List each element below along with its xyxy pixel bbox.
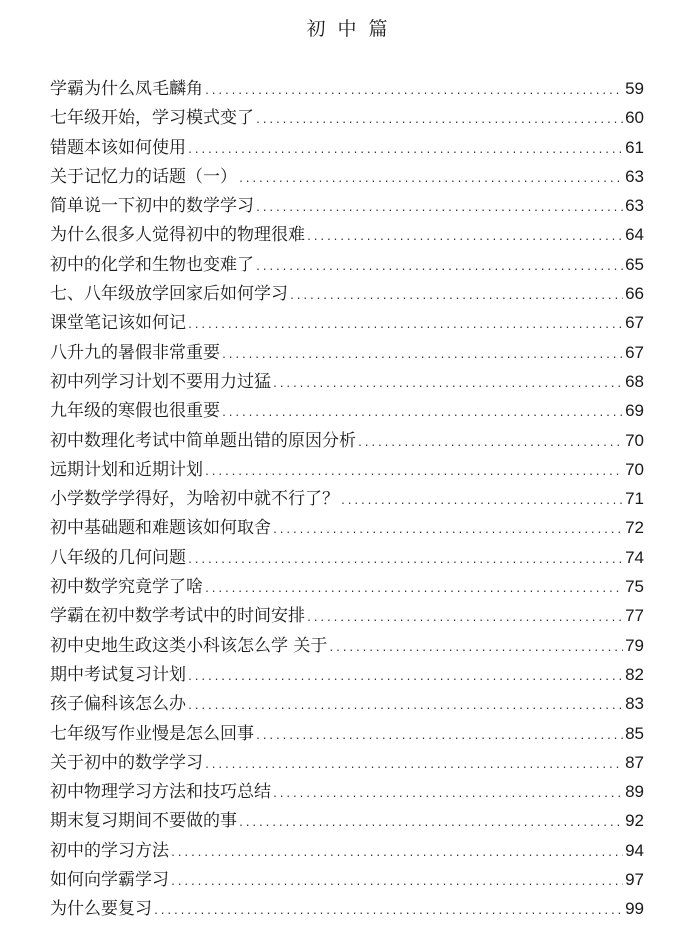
toc-entry [50,543,644,572]
toc-entry-title: 九年级的寒假也很重要 [50,401,220,422]
toc-dot-leader [272,780,623,809]
toc-entry-page-number: 83 [625,694,644,714]
toc-entry-page-number: 97 [625,870,644,890]
toc-entry [50,308,644,337]
toc-entry-page-number: 79 [625,635,644,655]
toc-entry-page-number: 92 [625,811,644,831]
toc-entry [50,103,644,132]
toc-entry-page-number: 61 [625,137,644,157]
toc-entry [50,426,644,455]
toc-entry-page-number: 75 [625,577,644,597]
toc-entry [50,74,644,103]
toc-entry [50,367,644,396]
toc-entry-title: 如何向学霸学习 [50,870,169,891]
toc-entry [50,601,644,630]
toc-entry-page-number: 82 [625,664,644,684]
toc-dot-leader [170,839,623,868]
toc-entry-title: 小学数学学得好，为啥初中就不行了？ [50,489,339,510]
toc-dot-leader [255,253,623,282]
toc-entry [50,894,644,923]
toc-entry-page-number: 68 [625,371,644,391]
toc-entry [50,777,644,806]
toc-entry [50,484,644,513]
toc-entry-page-number: 67 [625,313,644,333]
toc-entry-page-number: 72 [625,518,644,538]
toc-dot-leader [255,722,623,751]
toc-entry [50,631,644,660]
toc-entry-title: 初中数学究竟学了啥 [50,577,203,598]
toc-entry-page-number: 85 [625,723,644,743]
toc-entry [50,250,644,279]
toc-entry [50,689,644,718]
toc-dot-leader [238,809,623,838]
toc-dot-leader [238,165,623,194]
toc-entry-title: 初中史地生政这类小科该怎么学 关于 [50,635,328,656]
toc-entry [50,455,644,484]
section-title: 初中篇 [306,18,400,40]
toc-entry-title: 学霸为什么凤毛麟角 [50,79,203,99]
toc-entry [50,572,644,601]
toc-entry [50,660,644,689]
toc-dot-leader [204,458,623,487]
toc-entry-page-number: 87 [625,752,644,772]
toc-entry [50,133,644,162]
toc-dot-leader [187,546,623,575]
toc-dot-leader [204,751,623,780]
toc-entry-page-number: 65 [625,254,644,274]
toc-dot-leader [357,429,623,458]
toc-entry-title: 八升九的暑假非常重要 [50,342,220,363]
toc-dot-leader [170,868,623,897]
toc-dot-leader [306,604,623,633]
toc-entry-title: 初中列学习计划不要用力过猛 [50,371,271,392]
toc-entry [50,806,644,835]
toc-entry-title: 七年级写作业慢是怎么回事 [50,723,254,744]
toc-entry-title: 期中考试复习计划 [50,664,186,685]
toc-entry-title: 七、八年级放学回家后如何学习 [50,284,288,305]
toc-entry-title: 学霸在初中数学考试中的时间安排 [50,606,305,627]
toc-entry [50,162,644,191]
toc-entry-page-number: 67 [625,342,644,362]
table-of-contents [50,74,644,924]
toc-dot-leader [272,516,623,545]
toc-dot-leader [221,399,623,428]
toc-entry [50,279,644,308]
toc-dot-leader [204,575,623,604]
toc-entry-page-number: 69 [625,401,644,421]
toc-entry [50,865,644,894]
toc-entry-page-number: 70 [625,459,644,479]
toc-entry-title: 期末复习期间不要做的事 [50,811,237,832]
toc-dot-leader [306,223,623,252]
toc-entry-page-number: 94 [625,840,644,860]
toc-entry-title: 关于记忆力的话题（一） [50,166,237,187]
toc-entry [50,191,644,220]
toc-entry-page-number: 77 [625,606,644,626]
toc-dot-leader [289,282,623,311]
toc-entry-page-number: 63 [625,196,644,216]
toc-entry-title: 为什么要复习 [50,899,152,920]
toc-entry-page-number: 63 [625,166,644,186]
toc-entry-title: 初中物理学习方法和技巧总结 [50,782,271,803]
toc-entry [50,719,644,748]
toc-dot-leader [153,897,623,926]
toc-dot-leader [255,106,623,135]
toc-entry-title: 错题本该如何使用 [50,137,186,158]
toc-entry [50,836,644,865]
toc-entry [50,748,644,777]
toc-dot-leader [187,311,623,340]
toc-entry-page-number: 64 [625,225,644,245]
toc-dot-leader [204,77,623,106]
toc-entry-title: 孩子偏科该怎么办 [50,694,186,715]
toc-entry-title: 初中数理化考试中简单题出错的原因分析 [50,430,356,451]
toc-dot-leader [221,341,623,370]
toc-entry-title: 初中基础题和难题该如何取舍 [50,518,271,539]
toc-entry [50,396,644,425]
toc-entry [50,220,644,249]
toc-entry-title: 初中的学习方法 [50,840,169,861]
toc-entry-page-number: 71 [625,489,644,509]
toc-entry-title: 远期计划和近期计划 [50,459,203,480]
toc-entry-page-number: 74 [625,547,644,567]
toc-entry-title: 七年级开始，学习模式变了 [50,108,254,129]
toc-entry-page-number: 99 [625,899,644,919]
toc-dot-leader [187,692,623,721]
toc-entry-page-number: 89 [625,782,644,802]
toc-entry [50,513,644,542]
toc-entry-title: 简单说一下初中的数学学习 [50,196,254,217]
toc-entry-page-number: 70 [625,430,644,450]
toc-entry-title: 八年级的几何问题 [50,547,186,568]
toc-entry [50,338,644,367]
toc-entry-title: 关于初中的数学学习 [50,752,203,773]
toc-dot-leader [255,194,623,223]
toc-entry-page-number: 60 [625,108,644,128]
toc-entry-title: 为什么很多人觉得初中的物理很难 [50,225,305,246]
toc-dot-leader [272,370,623,399]
toc-entry-page-number: 59 [625,79,644,98]
toc-entry-title: 课堂笔记该如何记 [50,313,186,334]
toc-entry-title: 初中的化学和生物也变难了 [50,254,254,275]
toc-dot-leader [187,663,623,692]
toc-dot-leader [187,136,623,165]
toc-dot-leader [328,634,623,663]
toc-entry-page-number: 66 [625,284,644,304]
toc-dot-leader [340,487,623,516]
